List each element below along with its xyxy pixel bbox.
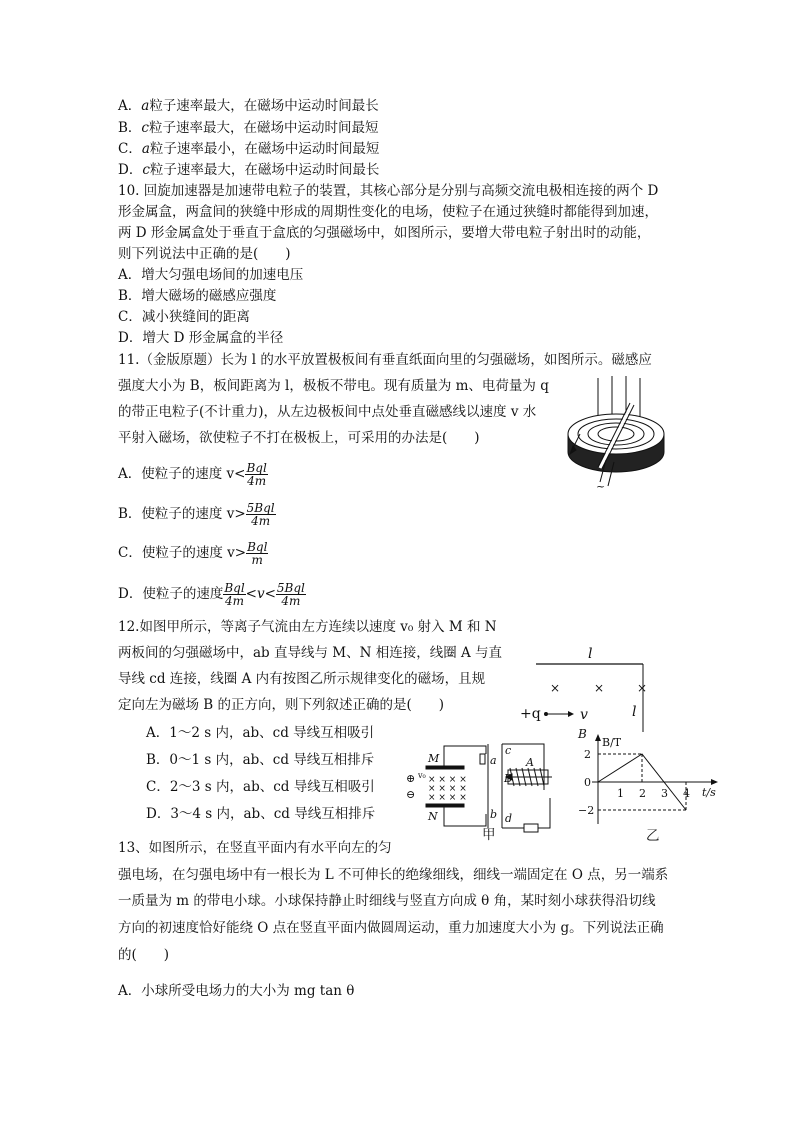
q11-option-c: C．使粒子的速度 v> $\frac{\text{Bql}}{m}$ — [118, 540, 268, 567]
q13-stem-line: 的( ) — [118, 947, 170, 963]
plate-m-label: M — [428, 752, 440, 765]
x-tick-label: 4 — [683, 787, 690, 800]
y-tick-label: 2 — [584, 748, 591, 761]
y-tick-label: −2 — [578, 804, 595, 817]
q12-stem-line: 12.如图甲所示，等离子气流由左方连续以速度 v₀ 射入 M 和 N — [118, 619, 497, 635]
charge-label: +q — [520, 706, 541, 722]
q9-option-d: D．c粒子速率最大，在磁场中运动时间最长 — [118, 162, 380, 178]
q11-stem-line: 11.（金版原题）长为 l 的水平放置极板间有垂直纸面向里的匀强磁场，如图所示。磁感应 — [118, 352, 652, 368]
q12-option-d: D．3～4 s 内，ab、cd 导线互相排斥 — [146, 806, 376, 822]
q9-option-b: B．c粒子速率最大，在磁场中运动时间最短 — [118, 120, 379, 136]
q11-option-d: D．使粒子的速度 $\frac{\text{Bql}}{4m}$ <v< $\frac{\text{5Bql}}{4m}$ — [118, 581, 305, 608]
x-tick-label: 1 — [617, 787, 624, 800]
svg-text:× × × ×: × × × × — [428, 784, 467, 794]
figure-yi-caption: 乙 — [646, 828, 660, 844]
point-b-label: b — [490, 808, 498, 821]
point-c-label: c — [505, 744, 512, 757]
q10-option-c: C．减小狭缝间的距离 — [118, 309, 250, 325]
field-cross: × — [594, 681, 605, 695]
x-tick-label: 3 — [661, 787, 668, 800]
point-a-label: a — [490, 754, 497, 767]
plate-n-label: N — [428, 810, 438, 823]
coil-a-label: A — [526, 756, 534, 769]
q11-option-a: A．使粒子的速度 v< $\frac{\text{Bql}}{4m}$ — [118, 461, 267, 488]
svg-text:~: ~ — [596, 480, 606, 493]
q13-stem-line: 13、如图所示，在竖直平面内有水平向左的匀 — [118, 840, 392, 856]
x-axis-label: t/s — [702, 786, 716, 799]
svg-text:× × × ×: × × × × — [428, 775, 467, 785]
q13-option-a: A．小球所受电场力的大小为 mg tan θ — [118, 983, 355, 999]
v0-label: v₀ — [418, 771, 426, 780]
q11-stem-line: 的带正电粒子(不计重力)，从左边极板间中点处垂直磁感线以速度 v 水 — [118, 404, 537, 420]
q10-option-b: B．增大磁场的磁感应强度 — [118, 288, 277, 304]
q12-stem-line: 定向左为磁场 B 的正方向，则下列叙述正确的是( ) — [118, 697, 445, 713]
point-d-label: d — [505, 812, 513, 825]
q12-stem-line: 两板间的匀强磁场中，ab 直导线与 M、N 相连接，线圈 A 与直 — [118, 645, 503, 661]
cut-label: B — [578, 727, 587, 740]
figure-jia-caption: 甲 — [482, 827, 496, 843]
q11-figure — [508, 640, 658, 740]
cyclotron-figure — [560, 372, 672, 494]
q12-stem-line: 导线 cd 连接，线圈 A 内有按图乙所示规律变化的磁场，且规 — [118, 671, 486, 687]
velocity-label: v — [580, 707, 588, 723]
y-tick-label: 0 — [584, 776, 591, 789]
field-cross: × — [637, 681, 648, 695]
field-cross: × — [550, 681, 561, 695]
field-b-label: B — [504, 772, 513, 785]
q10-option-a: A．增大匀强电场间的加速电压 — [118, 267, 304, 283]
q10-stem-line: 形金属盒，两盒间的狭缝中形成的周期性变化的电场，使粒子在通过狭缝时都能得到加速， — [118, 204, 658, 220]
minus-symbol: ⊖ — [406, 788, 416, 801]
q9-option-a: A．a粒子速率最大，在磁场中运动时间最长 — [118, 98, 379, 114]
label-l-top: l — [588, 646, 593, 662]
q10-stem-line: 10. 回旋加速器是加速带电粒子的装置，其核心部分是分别与高频交流电极相连接的两个 D — [118, 183, 659, 199]
q13-stem-line: 方向的初速度恰好能绕 O 点在竖直平面内做圆周运动，重力加速度大小为 g。下列说法正确 — [118, 920, 664, 936]
q12-option-c: C．2～3 s 内，ab、cd 导线互相吸引 — [146, 779, 375, 795]
q10-option-d: D．增大 D 形金属盒的半径 — [118, 330, 284, 346]
label-l-side: l — [632, 704, 637, 720]
svg-text:× × × ×: × × × × — [428, 793, 467, 803]
q11-stem-line: 强度大小为 B，板间距离为 l，极板不带电。现有质量为 m、电荷量为 q — [118, 378, 549, 394]
figure-yi-chart — [576, 732, 722, 828]
q9-option-c: C．a粒子速率最小，在磁场中运动时间最短 — [118, 141, 380, 157]
q11-stem-line: 平射入磁场，欲使粒子不打在极板上，可采用的办法是( ) — [118, 430, 480, 446]
q10-stem-line: 则下列说法中正确的是( ) — [118, 246, 291, 262]
q13-stem-line: 一质量为 m 的带电小球。小球保持静止时细线与竖直方向成 θ 角，某时刻小球获得沿切线 — [118, 893, 656, 909]
q12-option-b: B．0～1 s 内，ab、cd 导线互相排斥 — [146, 752, 375, 768]
q10-stem-line: 两 D 形金属盒处于垂直于盒底的匀强磁场中，如图所示，要增大带电粒子射出时的动能， — [118, 225, 651, 241]
q13-stem-line: 强电场，在匀强电场中有一根长为 L 不可伸长的绝缘细线，细线一端固定在 O 点，另一端系 — [118, 867, 669, 883]
q12-option-a: A．1～2 s 内，ab、cd 导线互相吸引 — [146, 725, 375, 741]
x-tick-label: 2 — [639, 787, 646, 800]
plus-symbol: ⊕ — [406, 772, 416, 785]
y-axis-label: B/T — [602, 736, 622, 749]
q11-option-b: B．使粒子的速度 v> $\frac{\text{5Bql}}{4m}$ — [118, 501, 275, 528]
